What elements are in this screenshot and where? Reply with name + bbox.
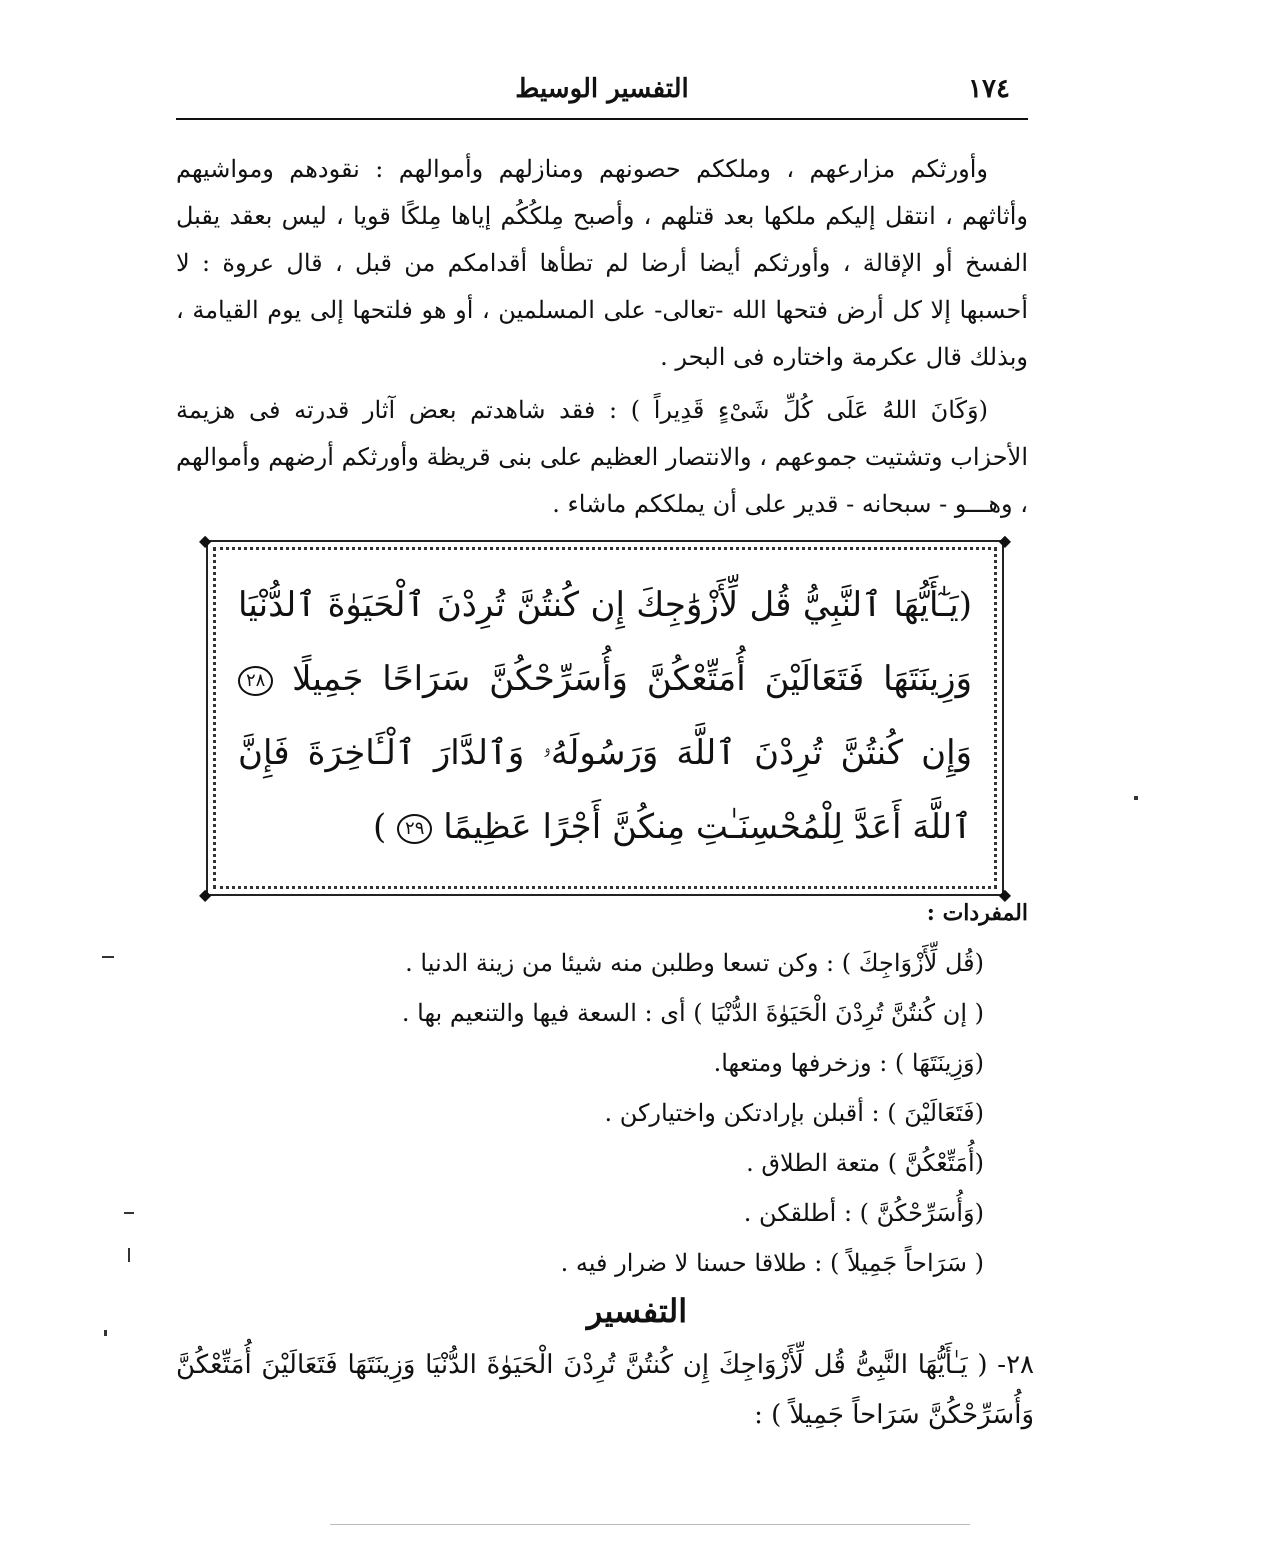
running-title: التفسير الوسيط [515,74,689,104]
body-text [176,146,1028,534]
tafsir-paragraph: ٢٨- ( يَـٰأَيُّهَا النَّبِىُّ قُل لِّأَزْوَاجِكَ إِن كُنتُنَّ تُرِدْنَ الْحَيَوٰةَ الدُّنْيَا وَزِينَتَهَا فَتَعَالَيْنَ أُمَتِّعْكُنَّ وَأُسَرِّحْكُنَّ سَرَاحاً جَمِيلاً ) : [176,1350,1034,1430]
ornament-corner-icon: ◆ [998,885,1011,904]
ornament-corner-icon: ◆ [199,885,212,904]
vocabulary-item: (فَتَعَالَيْنَ ) : أقبلن بإرادتكن واختياركن . [604,1099,984,1127]
ayah-number-38: ٢٨ [238,666,273,696]
body-paragraph-2: (وَكَانَ اللهُ عَلَى كُلِّ شَىْءٍ قَدِيراً ) : فقد شاهدتم بعض آثار قدرته فى هزيمة الأحزاب وتشتيت جموعهم ، والانتصار العظيم على بنى قريظة وأورثكم أرضهم وأموالهم ، وهـــو - سبحانه - قدير على أن يملككم ماشاء . [176,396,1028,518]
scan-speck [128,1248,130,1262]
scan-speck [104,1330,107,1336]
ayah-number-39: ٢٩ [397,814,432,844]
scan-speck [124,1212,134,1214]
scan-speck [1134,796,1138,800]
ornament-corner-icon: ◆ [199,531,212,550]
ornament-corner-icon: ◆ [998,531,1011,550]
vocabulary-item: (وَزِينَتَهَا ) : وزخرفها ومتعها. [713,1049,984,1077]
tafsir-text [176,1340,1034,1440]
vocabulary-list [284,938,984,1288]
vocabulary-item: (قُل لِّأَزْوَاجِكَ ) : وكن تسعا وطلبن منه شيئا من زينة الدنيا . [405,949,984,977]
vocabulary-item: (وَأُسَرِّحْكُنَّ ) : أطلقكن . [743,1199,984,1227]
vocabulary-item: ( إن كُنتُنَّ تُرِدْنَ الْحَيَوٰةَ الدُّنْيَا ) أى : السعة فيها والتنعيم بها . [401,999,984,1027]
running-header [176,70,1028,110]
vocabulary-item: ( سَرَاحاً جَمِيلاً ) : طلاقا حسنا لا ضرار فيه . [560,1249,984,1277]
quran-verse-box [199,531,1011,904]
vocabulary-heading: المفردات : [926,900,1028,926]
body-paragraph-1: وأورثكم مزارعهم ، وملككم حصونهم ومنازلهم وأموالهم : نقودهم ومواشيهم وأثاثهم ، انتقل إليكم ملكها بعد قتلهم ، وأصبح مِلكُكُم إياها مِلكًا قويا ، ليس بعقد يقبل الفسخ أو الإقالة ، وأورثكم أيضا أرضا لم تطأها أقدامكم من قبل ، قال عروة : لا أحسبها إلا كل أرض فتحها الله -تعالى- على المسلمين ، أو هو فلتحها إلى يوم القيامة ، وبذلك قال عكرمة واختاره فى البحر . [176,155,1028,371]
verse-part-1: (يَـٰٓأَيُّهَا ٱلنَّبِيُّ قُل لِّأَزْوَٰجِكَ إِن كُنتُنَّ تُرِدْنَ ٱلْحَيَوٰةَ ٱلدُّنْيَا وَزِينَتَهَا فَتَعَالَيْنَ أُمَتِّعْكُنَّ وَأُسَرِّحْكُنَّ سَرَاحًا جَمِيلًا [238,585,972,699]
verse-part-2: وَإِن كُنتُنَّ تُرِدْنَ ٱللَّهَ وَرَسُولَهُۥ وَٱلدَّارَ ٱلْـَٔاخِرَةَ فَإِنَّ ٱللَّهَ أَعَدَّ لِلْمُحْسِنَـٰتِ مِنكُنَّ أَجْرًا عَظِيمًا [238,733,972,847]
footer-rule [330,1524,970,1525]
scan-speck [102,956,114,958]
page-number: ١٧٤ [968,74,1010,104]
verse-closing-bracket: ) [372,807,387,847]
header-rule [176,118,1028,120]
tafsir-heading: التفسير [586,1292,688,1330]
verse-text [238,568,972,864]
vocabulary-item: (أُمَتِّعْكُنَّ ) متعة الطلاق . [746,1149,984,1177]
